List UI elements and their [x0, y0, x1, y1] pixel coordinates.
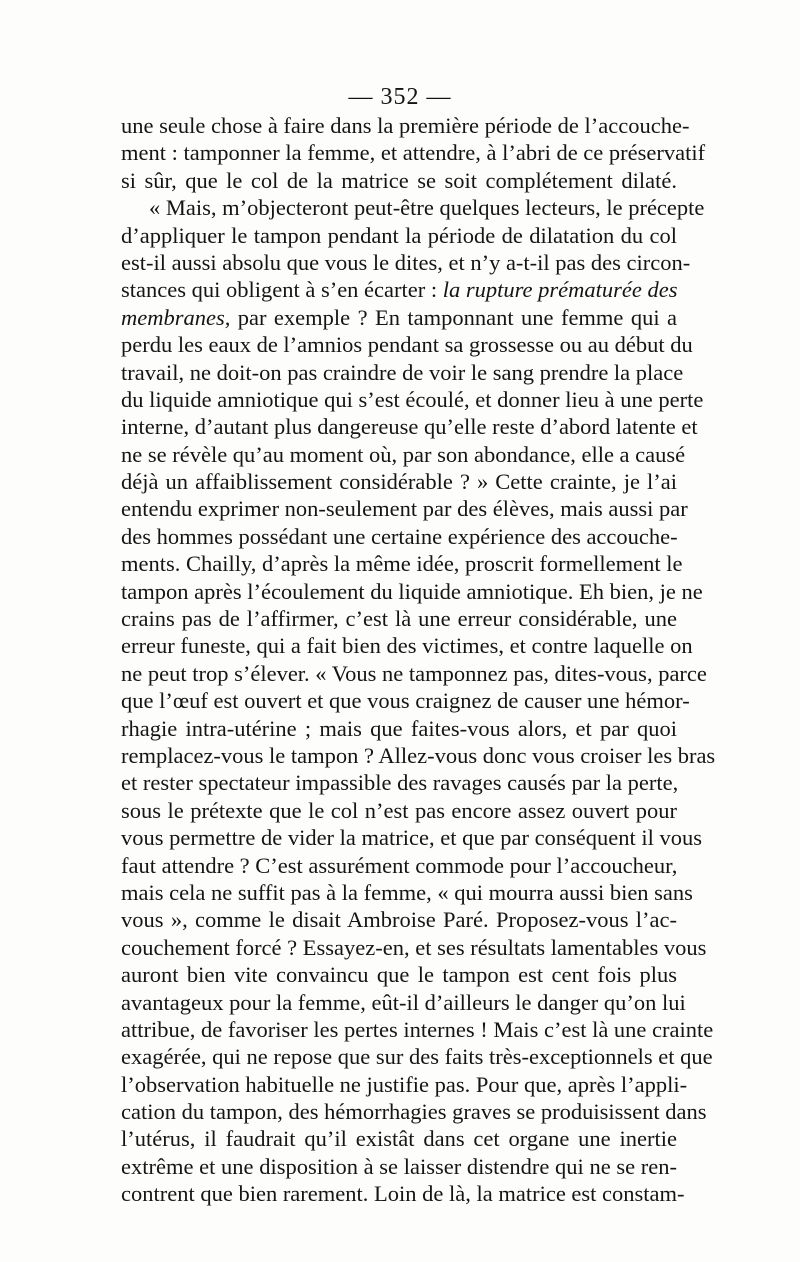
text-line: déjà un affaiblissement considérable ? » Cette crainte, je l’ai	[121, 469, 677, 495]
text-line: si sûr, que le col de la matrice se soit complétement dilaté.	[121, 167, 677, 193]
page-number: — 352 —	[348, 84, 452, 110]
text-line: attribue, de favoriser les pertes internes ! Mais c’est là une crainte	[121, 1016, 714, 1042]
line-text-roman: stances qui obligent à s’en écarter :	[121, 277, 443, 303]
text-line: du liquide amniotique qui s’est écoulé, et donner lieu à une perte	[121, 386, 704, 412]
text-line: vous », comme le disait Ambroise Paré. Proposez-vous l’ac-	[121, 907, 677, 933]
text-line-with-italic	[121, 276, 677, 303]
text-line: extrême et une disposition à se laisser distendre qui ne se ren-	[121, 1153, 677, 1179]
text-line: ment : tamponner la femme, et attendre, à l’abri de ce préservatif	[121, 140, 706, 166]
body-text	[121, 112, 716, 1208]
text-line: l’observation habituelle ne justifie pas. Pour que, après l’appli-	[121, 1071, 688, 1097]
text-line: remplacez-vous le tampon ? Allez-vous donc vous croiser les bras	[121, 742, 716, 768]
text-line: perdu les eaux de l’amnios pendant sa grossesse ou au début du	[121, 332, 693, 358]
text-line: couchement forcé ? Essayez-en, et ses résultats lamentables vous	[121, 934, 707, 960]
text-line: ments. Chailly, d’après la même idée, proscrit formellement le	[121, 551, 683, 577]
text-line: avantageux pour la femme, eût-il d’ailleurs le danger qu’on lui	[121, 989, 686, 1015]
line-text-roman: par exemple ? En tamponnant une femme qui a	[230, 304, 677, 330]
text-line: rhagie intra-utérine ; mais que faites-vous alors, et par quoi	[121, 715, 677, 741]
italic-phrase: membranes,	[121, 304, 231, 330]
text-line: ne peut trop s’élever. « Vous ne tamponnez pas, dites-vous, parce	[121, 660, 707, 686]
text-line: est-il aussi absolu que vous le dites, et n’y a-t-il pas des circon-	[121, 249, 691, 275]
italic-phrase: la rupture prématurée des	[442, 277, 678, 303]
text-line: interne, d’autant plus dangereuse qu’elle reste d’abord latente et	[121, 414, 698, 440]
text-line: tampon après l’écoulement du liquide amniotique. Eh bien, je ne	[121, 578, 703, 604]
text-line: contrent que bien rarement. Loin de là, la matrice est constam-	[121, 1181, 685, 1207]
text-line: l’utérus, il faudrait qu’il existât dans cet organe une inertie	[121, 1126, 677, 1152]
text-line: « Mais, m’objecteront peut-être quelques lecteurs, le précepte	[149, 195, 705, 221]
text-line: faut attendre ? C’est assurément commode pour l’accoucheur,	[121, 852, 678, 878]
text-line: travail, ne doit-on pas craindre de voir le sang prendre la place	[121, 359, 684, 385]
text-line: sous le prétexte que le col n’est pas encore assez ouvert pour	[121, 797, 677, 823]
text-line: une seule chose à faire dans la première période de l’accouche-	[121, 113, 690, 138]
text-line: d’appliquer le tampon pendant la période de dilatation du col	[121, 222, 677, 248]
text-line: auront bien vite convaincu que le tampon est cent fois plus	[121, 962, 677, 988]
text-line: erreur funeste, qui a fait bien des victimes, et contre laquelle on	[121, 633, 693, 659]
text-line: et rester spectateur impassible des ravages causés par la perte,	[121, 770, 679, 796]
text-line: ne se révèle qu’au moment où, par son abondance, elle a causé	[121, 441, 686, 467]
text-line: des hommes possédant une certaine expérience des accouche-	[121, 523, 678, 549]
text-line: vous permettre de vider la matrice, et que par conséquent il vous	[121, 825, 703, 851]
text-line: entendu exprimer non-seulement par des élèves, mais aussi par	[121, 496, 688, 522]
text-line: que l’œuf est ouvert et que vous craignez de causer une hémor-	[121, 688, 690, 714]
text-line: exagérée, qui ne repose que sur des faits très-exceptionnels et que	[121, 1044, 713, 1070]
text-line: crains pas de l’affirmer, c’est là une erreur considérable, une	[121, 606, 677, 632]
text-line: mais cela ne suffit pas à la femme, « qui mourra aussi bien sans	[121, 879, 693, 905]
text-line-with-italic	[121, 304, 677, 331]
text-line: cation du tampon, des hémorrhagies graves se produisissent dans	[121, 1099, 707, 1125]
